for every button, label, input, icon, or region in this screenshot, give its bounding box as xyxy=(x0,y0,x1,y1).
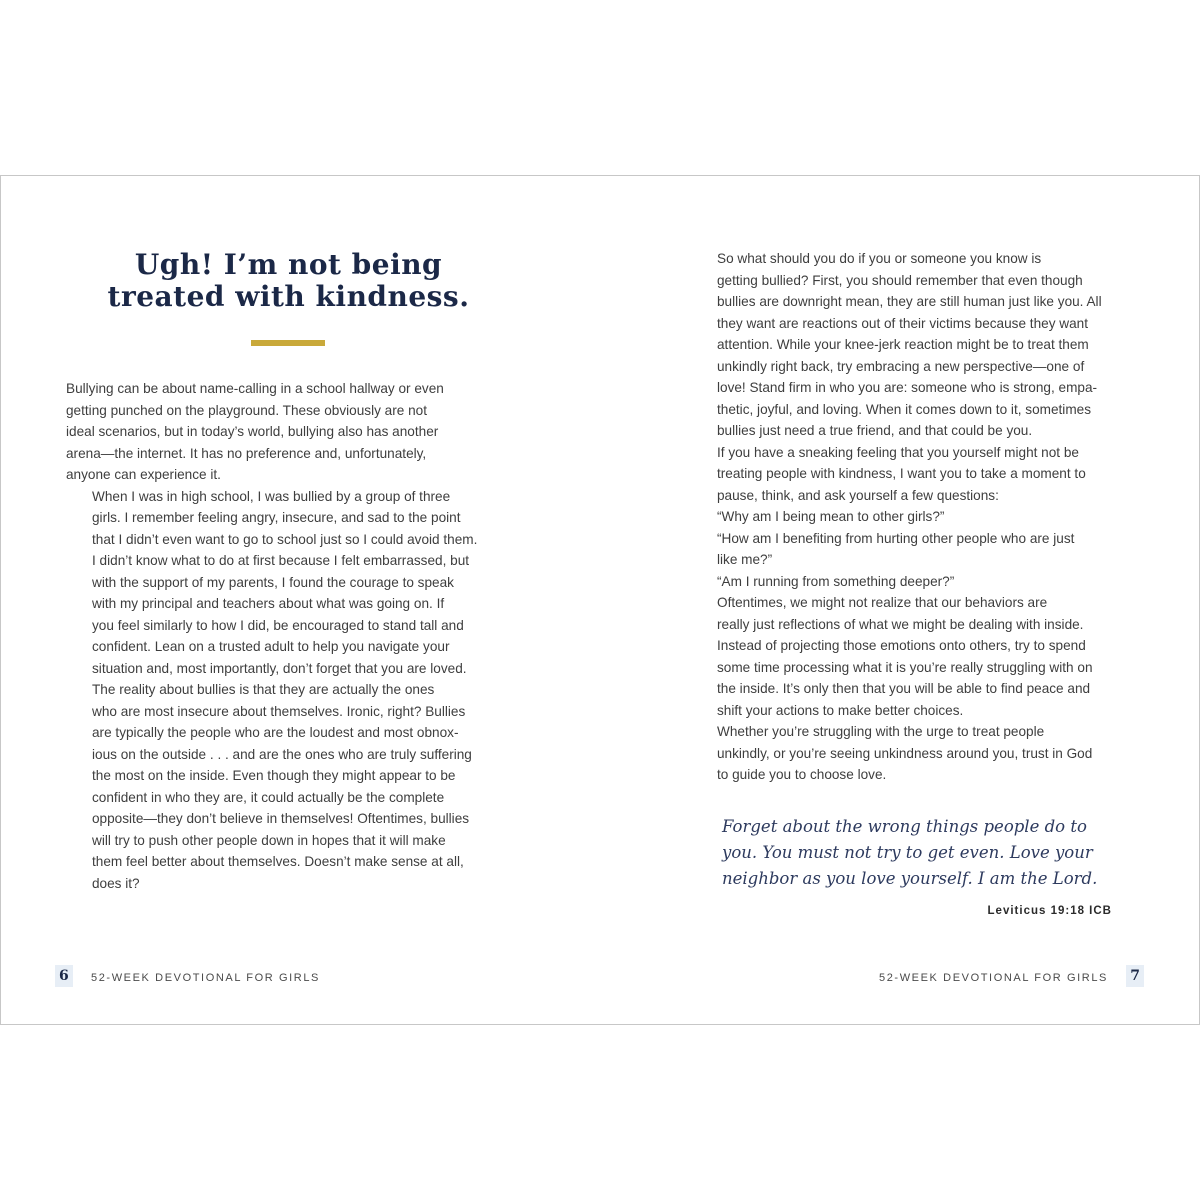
paragraph xyxy=(691,592,1141,721)
text-line: does it? xyxy=(92,875,140,891)
running-footer: 52-WEEK DEVOTIONAL FOR GIRLS xyxy=(91,972,320,984)
text-line: love! Stand firm in who you are: someone who is strong, empa- xyxy=(717,380,1098,395)
text-line: So what should you do if you or someone you know is xyxy=(717,251,1042,266)
right-page xyxy=(600,176,1199,1024)
text-line: pause, think, and ask yourself a few questions: xyxy=(717,487,999,503)
text-line: thetic, joyful, and loving. When it comes down to it, sometimes xyxy=(717,401,1091,417)
page-number: 6 xyxy=(55,965,73,987)
text-line: When I was in high school, I was bullied by a group of three xyxy=(92,488,451,504)
running-footer: 52-WEEK DEVOTIONAL FOR GIRLS xyxy=(879,972,1108,984)
paragraph xyxy=(66,378,521,486)
text-line: the most on the inside. Even though they might appear to be xyxy=(92,768,456,783)
verse-line: neighbor as you love yourself. I am the Lord. xyxy=(722,869,1098,888)
text-line: “Am I running from something deeper?” xyxy=(717,573,955,589)
text-line: they want are reactions out of their victims because they want xyxy=(717,315,1088,331)
paragraph xyxy=(691,442,1141,507)
title-line: treated with kindness. xyxy=(107,280,470,313)
text-line: girls. I remember feeling angry, insecure, and sad to the point xyxy=(92,510,461,525)
verse-line: you. You must not try to get even. Love your xyxy=(722,843,1093,862)
paragraph xyxy=(691,571,1141,593)
text-line: getting punched on the playground. These obviously are not xyxy=(66,402,427,418)
text-line: ious on the outside . . . and are the ones who are truly suffering xyxy=(92,746,472,762)
text-line: unkindly right back, try embracing a new perspective—one of xyxy=(717,358,1085,374)
text-line: like me?” xyxy=(717,552,773,567)
page-number: 7 xyxy=(1126,965,1144,987)
text-line: Instead of projecting those emotions onto others, try to spend xyxy=(717,638,1086,653)
text-line: arena—the internet. It has no preference and, unfortunately, xyxy=(66,445,427,461)
text-line: you feel similarly to how I did, be encouraged to stand tall and xyxy=(92,617,464,633)
text-line: who are most insecure about themselves. Ironic, right? Bullies xyxy=(92,703,466,719)
text-line: Whether you’re struggling with the urge to treat people xyxy=(717,724,1045,739)
text-line: attention. While your knee-jerk reaction might be to treat them xyxy=(717,337,1089,352)
left-page xyxy=(1,176,600,1024)
scripture-quote xyxy=(722,814,1122,892)
text-line: bullies are downright mean, they are still human just like you. All xyxy=(717,294,1102,309)
text-line: confident in who they are, it could actually be the complete xyxy=(92,789,445,805)
text-line: with the support of my parents, I found the courage to speak xyxy=(92,574,454,590)
text-line: that I didn’t even want to go to school just so I could avoid them. xyxy=(92,531,478,547)
paragraph xyxy=(66,679,521,894)
verse-line: Forget about the wrong things people do to xyxy=(722,817,1087,836)
left-body-text xyxy=(66,378,521,894)
text-line: “Why am I being mean to other girls?” xyxy=(717,509,945,524)
paragraph xyxy=(691,721,1141,786)
text-line: I didn’t know what to do at first because I felt embarrassed, but xyxy=(92,553,470,568)
text-line: some time processing what it is you’re really struggling with on xyxy=(717,659,1093,675)
paragraph xyxy=(691,528,1141,571)
text-line: them feel better about themselves. Doesn’t make sense at all, xyxy=(92,854,464,869)
text-line: Bullying can be about name-calling in a school hallway or even xyxy=(66,381,444,396)
text-line: with my principal and teachers about what was going on. If xyxy=(92,596,445,611)
right-body-text xyxy=(691,248,1141,786)
text-line: the inside. It’s only then that you will be able to find peace and xyxy=(717,681,1091,696)
text-line: bullies just need a true friend, and that could be you. xyxy=(717,423,1033,438)
text-line: shift your actions to make better choices. xyxy=(717,702,964,718)
text-line: really just reflections of what we might be dealing with inside. xyxy=(717,616,1084,632)
text-line: situation and, most importantly, don’t forget that you are loved. xyxy=(92,660,467,676)
text-line: “How am I benefiting from hurting other people who are just xyxy=(717,530,1075,546)
text-line: are typically the people who are the loudest and most obnox- xyxy=(92,725,459,740)
text-line: ideal scenarios, but in today’s world, bullying also has another xyxy=(66,424,439,439)
text-line: to guide you to choose love. xyxy=(717,767,887,782)
paragraph xyxy=(691,248,1141,442)
paragraph xyxy=(691,506,1141,528)
text-line: confident. Lean on a trusted adult to help you navigate your xyxy=(92,639,450,654)
text-line: Oftentimes, we might not realize that our behaviors are xyxy=(717,595,1048,610)
title-line: Ugh! I’m not being xyxy=(134,248,443,281)
verse-reference: Leviticus 19:18 ICB xyxy=(987,905,1112,917)
book-spread xyxy=(0,175,1200,1025)
text-line: will try to push other people down in hopes that it will make xyxy=(92,832,446,848)
text-line: If you have a sneaking feeling that you yourself might not be xyxy=(717,444,1079,460)
text-line: The reality about bullies is that they are actually the ones xyxy=(92,682,435,697)
text-line: opposite—they don’t believe in themselves! Oftentimes, bullies xyxy=(92,811,470,826)
text-line: anyone can experience it. xyxy=(66,467,221,482)
text-line: getting bullied? First, you should remember that even though xyxy=(717,272,1083,288)
title-accent-rule xyxy=(251,340,325,346)
text-line: unkindly, or you’re seeing unkindness around you, trust in God xyxy=(717,745,1093,761)
paragraph xyxy=(66,486,521,680)
page-title xyxy=(61,249,516,313)
text-line: treating people with kindness, I want you to take a moment to xyxy=(717,466,1086,481)
